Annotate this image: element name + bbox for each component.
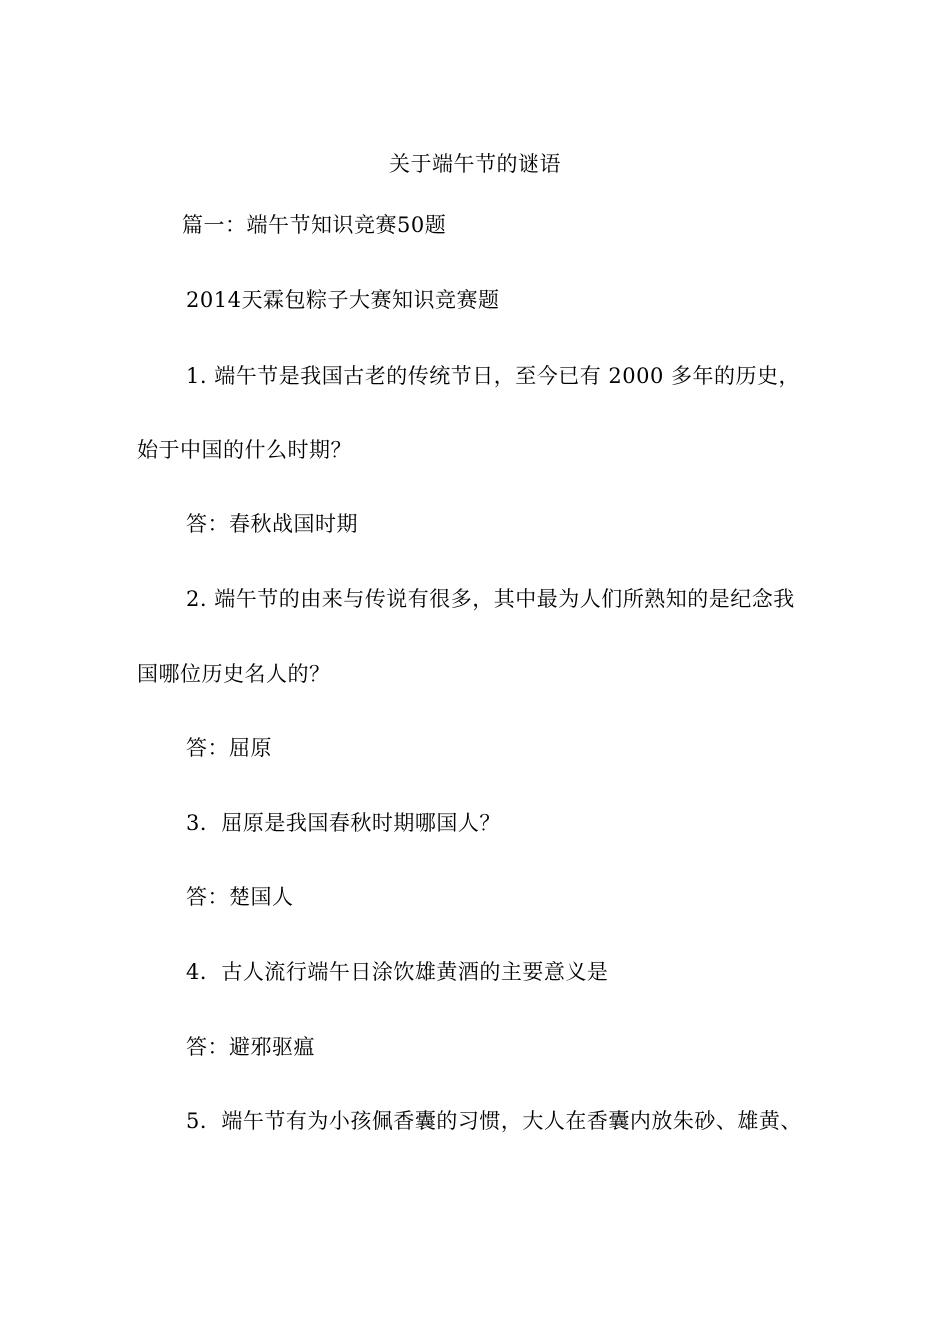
question-3: 3．屈原是我国春秋时期哪国人？	[186, 811, 501, 835]
question-2: 2. 端午节的由来与传说有很多，其中最为人们所熟知的是纪念我	[186, 587, 795, 611]
question-2-continued: 国哪位历史名人的？	[137, 662, 331, 686]
question-1-continued: 始于中国的什么时期？	[137, 438, 352, 462]
document-title: 关于端午节的谜语	[389, 152, 561, 176]
question-1: 1. 端午节是我国古老的传统节日，至今已有 2000 多年的历史，	[186, 364, 801, 388]
answer-2: 答：屈原	[186, 736, 272, 760]
answer-3: 答：楚国人	[186, 885, 294, 909]
paragraph: 2014天霖包粽子大赛知识竞赛题	[186, 288, 500, 312]
question-4: 4．古人流行端午日涂饮雄黄酒的主要意义是	[186, 960, 609, 984]
answer-1: 答：春秋战国时期	[186, 512, 358, 536]
answer-4: 答：避邪驱瘟	[186, 1035, 315, 1059]
section-heading: 篇一：端午节知识竞赛50题	[182, 213, 447, 237]
question-5: 5．端午节有为小孩佩香囊的习惯，大人在香囊内放朱砂、雄黄、	[186, 1109, 802, 1133]
